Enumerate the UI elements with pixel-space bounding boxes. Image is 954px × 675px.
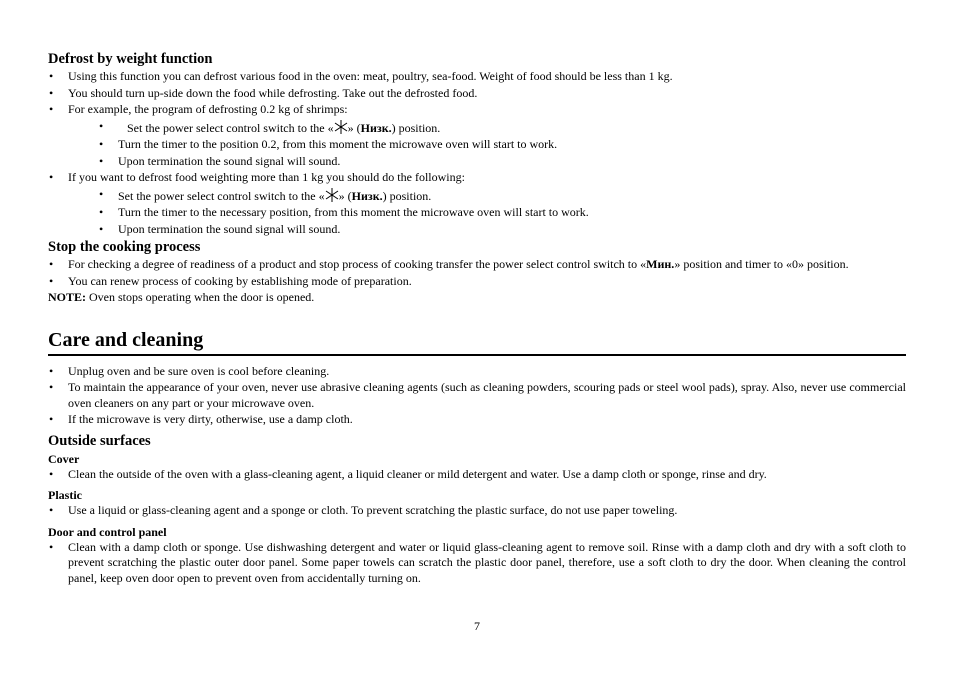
page-number: 7	[474, 619, 480, 633]
list-item: • You can renew process of cooking by establishing mode of preparation.	[48, 274, 906, 290]
plastic-heading: Plastic	[48, 488, 82, 502]
list-item: • Upon termination the sound signal will sound.	[98, 222, 906, 238]
list-item: • You should turn up-side down the food while defrosting. Take out the defrosted food.	[48, 86, 906, 102]
list-item: • If the microwave is very dirty, otherwise, use a damp cloth.	[48, 412, 906, 428]
care-heading: Care and cleaning	[48, 328, 906, 356]
shrimp-example-list	[98, 119, 906, 170]
defrost-heading: Defrost by weight function	[48, 51, 213, 67]
list-item: • For example, the program of defrosting 0.2 kg of shrimps:	[48, 102, 906, 118]
defrost-list-2	[48, 170, 906, 186]
outside-heading: Outside surfaces	[48, 432, 151, 449]
defrost-list	[48, 69, 906, 118]
list-item: • Use a liquid or glass-cleaning agent and a sponge or cloth. To prevent scratching the plastic surface, do not use paper toweling.	[48, 503, 906, 519]
list-item: • For checking a degree of readiness of a product and stop process of cooking transfer the power select control switch to «Мин.» position and timer to «0» position.	[48, 257, 906, 273]
document-page	[48, 50, 906, 587]
large-defrost-list	[98, 187, 906, 238]
list-item: • Clean with a damp cloth or sponge. Use dishwashing detergent and water or liquid glass-cleaning agent to remove soil. Rinse with a damp cloth and dry with a soft cloth to prevent scratching the plastic outer door panel. Some paper towels can scratch the plastic door panel, therefore, use a soft cloth to dry the door. When cleaning the control panel, keep oven door open to prevent oven from accidentally turning on.	[48, 540, 906, 587]
care-list	[48, 364, 906, 428]
list-item: • Clean the outside of the oven with a glass-cleaning agent, a liquid cleaner or mild detergent and water. Use a damp cloth or sponge, rinse and dry.	[48, 467, 906, 483]
door-heading: Door and control panel	[48, 524, 167, 539]
door-list	[48, 540, 906, 587]
list-item: • Turn the timer to the position 0.2, from this moment the microwave oven will start to work.	[98, 137, 906, 153]
plastic-list	[48, 503, 906, 519]
snowflake-icon	[334, 119, 348, 135]
cover-heading: Cover	[48, 451, 80, 466]
stop-list	[48, 257, 906, 289]
list-item: • Turn the timer to the necessary position, from this moment the microwave oven will start to work.	[98, 205, 906, 221]
note: NOTE: Oven stops operating when the door is opened.	[48, 290, 315, 304]
list-item: • Set the power select control switch to the « » (Низк.) position.	[98, 119, 906, 137]
list-item: • If you want to defrost food weighting more than 1 kg you should do the following:	[48, 170, 906, 186]
list-item: • Using this function you can defrost various food in the oven: meat, poultry, sea-food. Weight of food should be less than 1 kg.	[48, 69, 906, 85]
list-item: • Set the power select control switch to the « » (Низк.) position.	[98, 187, 906, 205]
cover-list	[48, 467, 906, 483]
list-item: • Upon termination the sound signal will sound.	[98, 154, 906, 170]
stop-heading: Stop the cooking process	[48, 239, 201, 255]
list-item: • Unplug oven and be sure oven is cool before cleaning.	[48, 364, 906, 380]
snowflake-icon	[325, 187, 339, 203]
list-item: • To maintain the appearance of your oven, never use abrasive cleaning agents (such as cleaning powders, scouring pads or steel wool pads), spray. Also, never use commercial oven cleaners on any part or your microwave oven.	[48, 380, 906, 411]
